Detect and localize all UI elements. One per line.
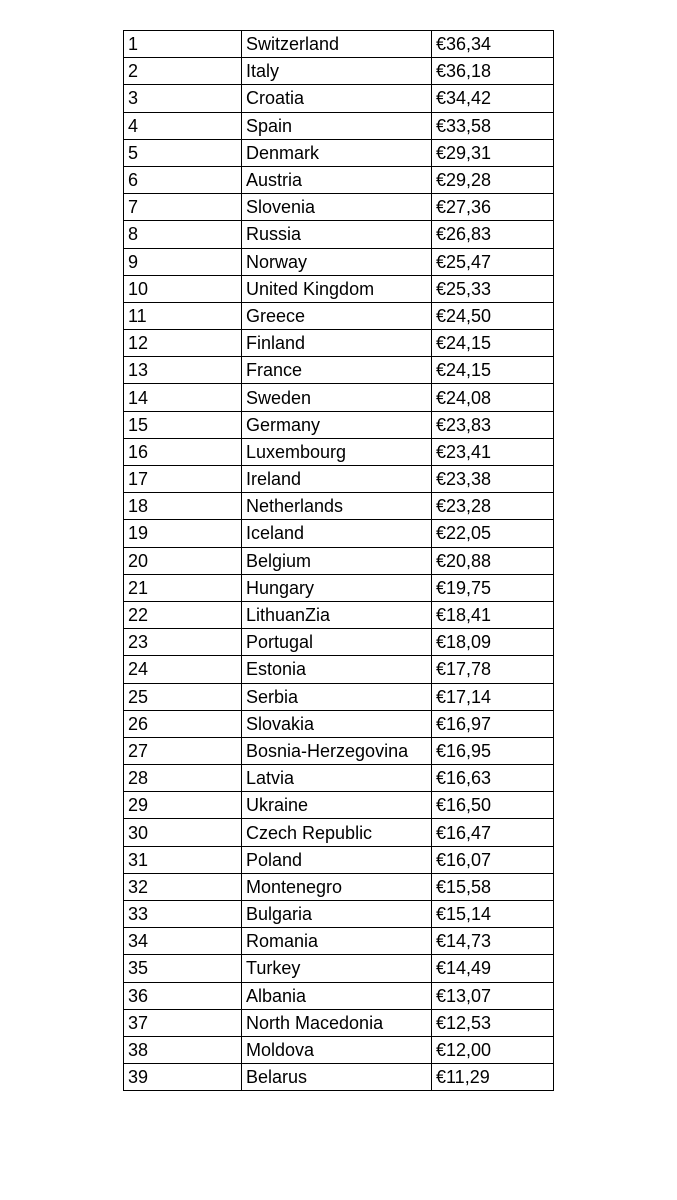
rank-cell: 23 [124, 629, 242, 656]
rank-cell: 18 [124, 493, 242, 520]
price-cell: €24,15 [432, 357, 554, 384]
rank-cell: 22 [124, 601, 242, 628]
rank-cell: 25 [124, 683, 242, 710]
price-cell: €25,33 [432, 275, 554, 302]
rank-cell: 28 [124, 765, 242, 792]
country-cell: Germany [242, 411, 432, 438]
price-cell: €14,49 [432, 955, 554, 982]
price-cell: €23,83 [432, 411, 554, 438]
price-cell: €17,14 [432, 683, 554, 710]
table-row [124, 765, 554, 792]
rank-cell: 4 [124, 112, 242, 139]
country-cell: Austria [242, 166, 432, 193]
rank-cell: 11 [124, 302, 242, 329]
country-cell: Denmark [242, 139, 432, 166]
table-row [124, 1064, 554, 1091]
table-row [124, 1036, 554, 1063]
table-row [124, 384, 554, 411]
table-row [124, 547, 554, 574]
table-row [124, 574, 554, 601]
price-cell: €13,07 [432, 982, 554, 1009]
rank-cell: 38 [124, 1036, 242, 1063]
country-cell: Netherlands [242, 493, 432, 520]
table-row [124, 139, 554, 166]
table-row [124, 31, 554, 58]
table-row [124, 357, 554, 384]
rank-cell: 15 [124, 411, 242, 438]
rank-cell: 39 [124, 1064, 242, 1091]
price-cell: €24,50 [432, 302, 554, 329]
rank-cell: 7 [124, 194, 242, 221]
price-cell: €23,38 [432, 466, 554, 493]
country-cell: Belarus [242, 1064, 432, 1091]
table-row [124, 58, 554, 85]
rank-cell: 35 [124, 955, 242, 982]
table-row [124, 737, 554, 764]
rank-cell: 27 [124, 737, 242, 764]
country-cell: France [242, 357, 432, 384]
country-cell: North Macedonia [242, 1009, 432, 1036]
price-cell: €23,41 [432, 438, 554, 465]
table-row [124, 194, 554, 221]
price-cell: €22,05 [432, 520, 554, 547]
table-row [124, 438, 554, 465]
price-cell: €24,08 [432, 384, 554, 411]
rank-cell: 2 [124, 58, 242, 85]
price-cell: €15,58 [432, 873, 554, 900]
price-cell: €16,47 [432, 819, 554, 846]
country-cell: Slovakia [242, 710, 432, 737]
table-row [124, 302, 554, 329]
table-row [124, 819, 554, 846]
rank-cell: 8 [124, 221, 242, 248]
rank-cell: 6 [124, 166, 242, 193]
country-cell: Montenegro [242, 873, 432, 900]
price-cell: €36,34 [432, 31, 554, 58]
table-row [124, 901, 554, 928]
rank-cell: 37 [124, 1009, 242, 1036]
rank-cell: 31 [124, 846, 242, 873]
price-cell: €16,97 [432, 710, 554, 737]
country-cell: Greece [242, 302, 432, 329]
country-cell: Poland [242, 846, 432, 873]
country-cell: Norway [242, 248, 432, 275]
rank-cell: 24 [124, 656, 242, 683]
rank-cell: 12 [124, 330, 242, 357]
table-row [124, 710, 554, 737]
country-cell: Slovenia [242, 194, 432, 221]
country-cell: Estonia [242, 656, 432, 683]
rank-cell: 36 [124, 982, 242, 1009]
table-row [124, 520, 554, 547]
price-cell: €19,75 [432, 574, 554, 601]
country-cell: Latvia [242, 765, 432, 792]
rank-cell: 17 [124, 466, 242, 493]
rank-cell: 10 [124, 275, 242, 302]
table-row [124, 166, 554, 193]
country-cell: Iceland [242, 520, 432, 547]
rank-cell: 33 [124, 901, 242, 928]
rank-cell: 19 [124, 520, 242, 547]
country-cell: Spain [242, 112, 432, 139]
rank-cell: 29 [124, 792, 242, 819]
price-cell: €26,83 [432, 221, 554, 248]
table-row [124, 683, 554, 710]
country-cell: Turkey [242, 955, 432, 982]
rank-cell: 5 [124, 139, 242, 166]
country-cell: Serbia [242, 683, 432, 710]
price-cell: €18,09 [432, 629, 554, 656]
table-row [124, 330, 554, 357]
price-cell: €16,07 [432, 846, 554, 873]
price-cell: €16,50 [432, 792, 554, 819]
rank-cell: 1 [124, 31, 242, 58]
country-cell: Moldova [242, 1036, 432, 1063]
table-row [124, 248, 554, 275]
country-cell: Bosnia-Herzegovina [242, 737, 432, 764]
price-cell: €33,58 [432, 112, 554, 139]
price-cell: €11,29 [432, 1064, 554, 1091]
price-cell: €12,53 [432, 1009, 554, 1036]
price-cell: €15,14 [432, 901, 554, 928]
country-cell: Switzerland [242, 31, 432, 58]
price-cell: €24,15 [432, 330, 554, 357]
table-row [124, 85, 554, 112]
price-cell: €27,36 [432, 194, 554, 221]
rank-cell: 34 [124, 928, 242, 955]
price-cell: €29,31 [432, 139, 554, 166]
rank-cell: 20 [124, 547, 242, 574]
rank-cell: 21 [124, 574, 242, 601]
table-row [124, 275, 554, 302]
table-row [124, 221, 554, 248]
country-cell: Czech Republic [242, 819, 432, 846]
ranking-table [123, 30, 554, 1091]
country-cell: Ireland [242, 466, 432, 493]
price-cell: €34,42 [432, 85, 554, 112]
price-cell: €16,63 [432, 765, 554, 792]
price-cell: €14,73 [432, 928, 554, 955]
table-row [124, 873, 554, 900]
rank-cell: 32 [124, 873, 242, 900]
price-cell: €12,00 [432, 1036, 554, 1063]
rank-cell: 9 [124, 248, 242, 275]
country-cell: Portugal [242, 629, 432, 656]
country-cell: Luxembourg [242, 438, 432, 465]
price-cell: €18,41 [432, 601, 554, 628]
country-cell: Bulgaria [242, 901, 432, 928]
table-row [124, 928, 554, 955]
price-cell: €36,18 [432, 58, 554, 85]
table-row [124, 411, 554, 438]
price-cell: €29,28 [432, 166, 554, 193]
price-cell: €16,95 [432, 737, 554, 764]
rank-cell: 13 [124, 357, 242, 384]
country-cell: Italy [242, 58, 432, 85]
rank-cell: 14 [124, 384, 242, 411]
table-row [124, 493, 554, 520]
price-cell: €23,28 [432, 493, 554, 520]
country-cell: Sweden [242, 384, 432, 411]
country-cell: LithuanZia [242, 601, 432, 628]
country-cell: Albania [242, 982, 432, 1009]
rank-cell: 30 [124, 819, 242, 846]
price-cell: €17,78 [432, 656, 554, 683]
table-row [124, 466, 554, 493]
country-cell: Russia [242, 221, 432, 248]
table-row [124, 601, 554, 628]
table-row [124, 792, 554, 819]
table-row [124, 1009, 554, 1036]
table-row [124, 656, 554, 683]
country-cell: Belgium [242, 547, 432, 574]
price-cell: €20,88 [432, 547, 554, 574]
country-cell: Finland [242, 330, 432, 357]
rank-cell: 16 [124, 438, 242, 465]
rank-cell: 3 [124, 85, 242, 112]
country-cell: Croatia [242, 85, 432, 112]
country-cell: Hungary [242, 574, 432, 601]
table-row [124, 629, 554, 656]
country-cell: Romania [242, 928, 432, 955]
table-row [124, 846, 554, 873]
price-cell: €25,47 [432, 248, 554, 275]
rank-cell: 26 [124, 710, 242, 737]
table-row [124, 112, 554, 139]
table-row [124, 982, 554, 1009]
country-cell: United Kingdom [242, 275, 432, 302]
country-cell: Ukraine [242, 792, 432, 819]
ranking-table-body [124, 31, 554, 1091]
table-row [124, 955, 554, 982]
